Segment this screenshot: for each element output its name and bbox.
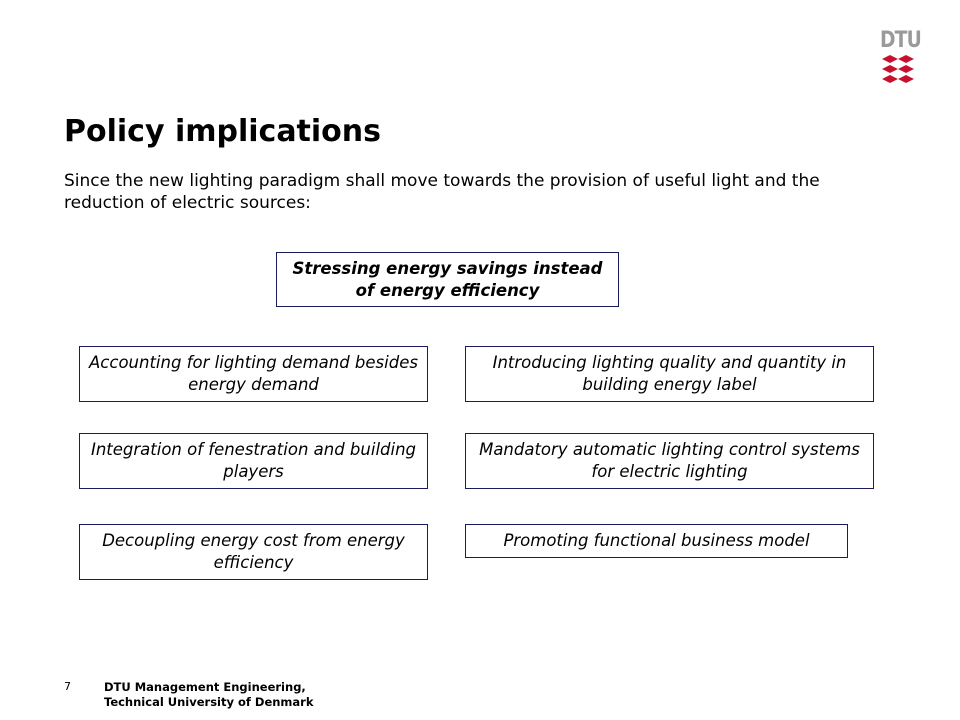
- policy-text: Integration of fenestration and building players: [90, 440, 417, 481]
- policy-text: Promoting functional business model: [503, 531, 810, 550]
- main-policy-text: Stressing energy savings instead of energy efficiency: [292, 258, 603, 300]
- policy-text: Decoupling energy cost from energy efficiency: [102, 531, 405, 572]
- page-title: Policy implications: [64, 114, 382, 149]
- policy-box-business-model: [465, 524, 848, 558]
- policy-box-lighting-control: [465, 433, 874, 489]
- page-number: 7: [64, 680, 71, 693]
- policy-text: Introducing lighting quality and quantity in building energy label: [492, 353, 847, 394]
- dtu-logo: [880, 30, 920, 86]
- main-policy-box: [276, 252, 619, 307]
- policy-box-energy-label: [465, 346, 874, 402]
- intro-text: Since the new lighting paradigm shall move towards the provision of useful light and the reduction of electric sources:: [64, 171, 820, 213]
- policy-text: Mandatory automatic lighting control systems for electric lighting: [479, 440, 860, 481]
- policy-box-lighting-demand: [79, 346, 428, 402]
- footer-line-1: DTU Management Engineering,: [104, 680, 306, 694]
- dtu-logo-icon: [880, 55, 920, 85]
- footer-line-2: Technical University of Denmark: [104, 695, 314, 709]
- policy-text: Accounting for lighting demand besides energy demand: [89, 353, 418, 394]
- logo-text: DTU: [880, 28, 921, 53]
- policy-box-energy-cost: [79, 524, 428, 580]
- footer-institution: [104, 680, 314, 710]
- policy-box-fenestration: [79, 433, 428, 489]
